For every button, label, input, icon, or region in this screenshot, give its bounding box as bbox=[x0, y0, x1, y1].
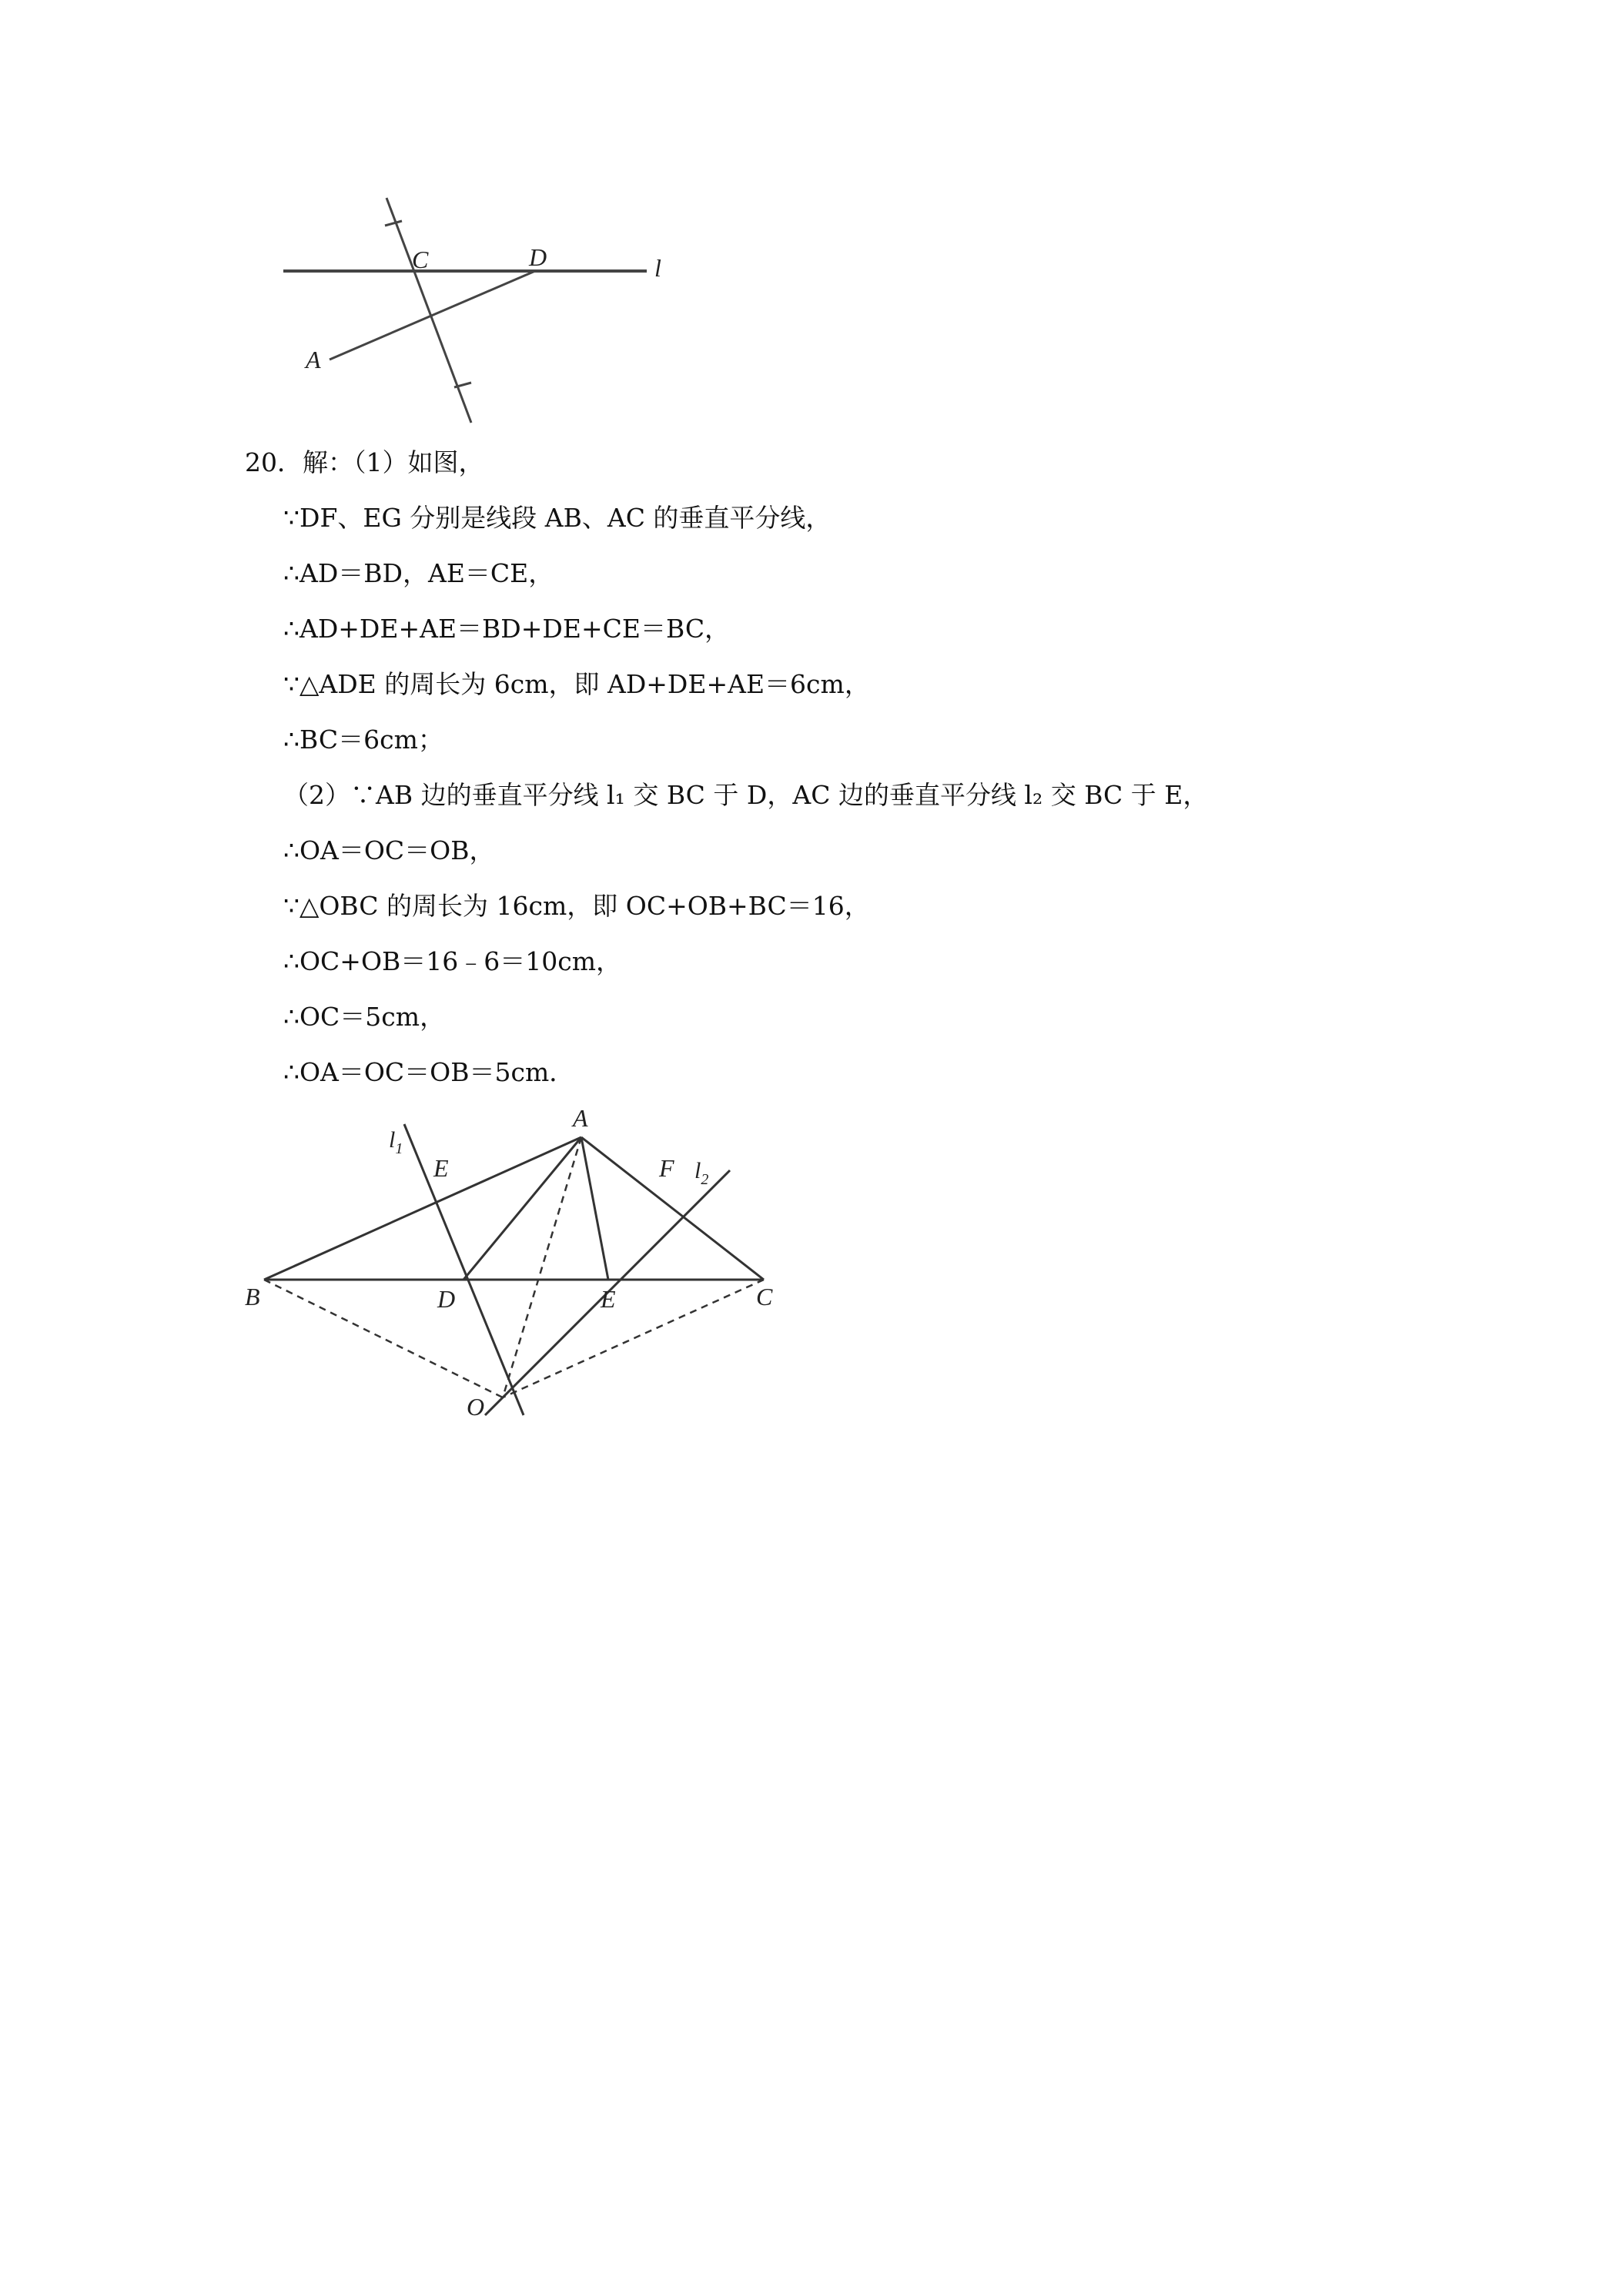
segment-AD bbox=[330, 271, 535, 360]
label-D: D bbox=[437, 1285, 456, 1313]
label-l: l bbox=[654, 254, 661, 282]
solution-line-9: ∵△OBC 的周长为 16cm，即 OC+OB+BC＝16， bbox=[283, 891, 870, 921]
solution-line-5: ∵△ADE 的周长为 6cm，即 AD+DE+AE＝6cm， bbox=[283, 669, 870, 699]
label-l2: $l_2$ bbox=[694, 1158, 709, 1188]
solution-text bbox=[245, 435, 1477, 1100]
bisector-l1 bbox=[404, 1124, 524, 1415]
label-E-bottom: E bbox=[601, 1285, 616, 1313]
problem-number: 20． bbox=[245, 447, 303, 477]
label-D: D bbox=[529, 243, 547, 271]
solution-line-4: ∴AD+DE+AE＝BD+DE+CE＝BC， bbox=[283, 614, 731, 644]
label-A: A bbox=[306, 346, 321, 373]
solution-line-10: ∴OC+OB＝16﹣6＝10cm， bbox=[283, 946, 622, 976]
solution-line-11: ∴OC＝5cm， bbox=[283, 1002, 446, 1032]
solution-line-6: ∴BC＝6cm； bbox=[283, 725, 443, 755]
label-C: C bbox=[412, 246, 429, 273]
segment-AE bbox=[581, 1137, 608, 1280]
arc-mark-top bbox=[385, 221, 402, 226]
segment-AB bbox=[264, 1137, 581, 1280]
label-F: F bbox=[659, 1154, 674, 1182]
solution-line-2: ∵DF、EG 分别是线段 AB、AC 的垂直平分线， bbox=[283, 503, 832, 533]
label-l1: $l_1$ bbox=[389, 1127, 403, 1157]
segment-AD bbox=[463, 1137, 581, 1280]
solution-line-1: 20．解：（1）如图， bbox=[245, 447, 484, 477]
label-O: O bbox=[467, 1393, 485, 1421]
solution-line-7: （2）∵AB 边的垂直平分线 l₁ 交 BC 于 D，AC 边的垂直平分线 l₂ 交 BC 于 E， bbox=[283, 780, 1209, 810]
solution-line-8: ∴OA＝OC＝OB， bbox=[283, 835, 495, 865]
figure-2 bbox=[231, 1101, 816, 1424]
dashed-OB bbox=[264, 1280, 503, 1397]
figure-1-svg bbox=[269, 189, 685, 435]
bisector-line bbox=[387, 198, 471, 423]
figure-1 bbox=[269, 189, 685, 435]
label-E-top: E bbox=[433, 1154, 449, 1182]
label-A: A bbox=[573, 1104, 588, 1132]
dashed-OC bbox=[503, 1280, 764, 1397]
solution-line-3: ∴AD＝BD，AE＝CE， bbox=[283, 558, 554, 588]
label-C: C bbox=[756, 1283, 773, 1310]
figure-2-svg bbox=[231, 1101, 816, 1424]
label-B: B bbox=[245, 1283, 260, 1310]
solution-line-12: ∴OA＝OC＝OB＝5cm． bbox=[283, 1057, 575, 1087]
